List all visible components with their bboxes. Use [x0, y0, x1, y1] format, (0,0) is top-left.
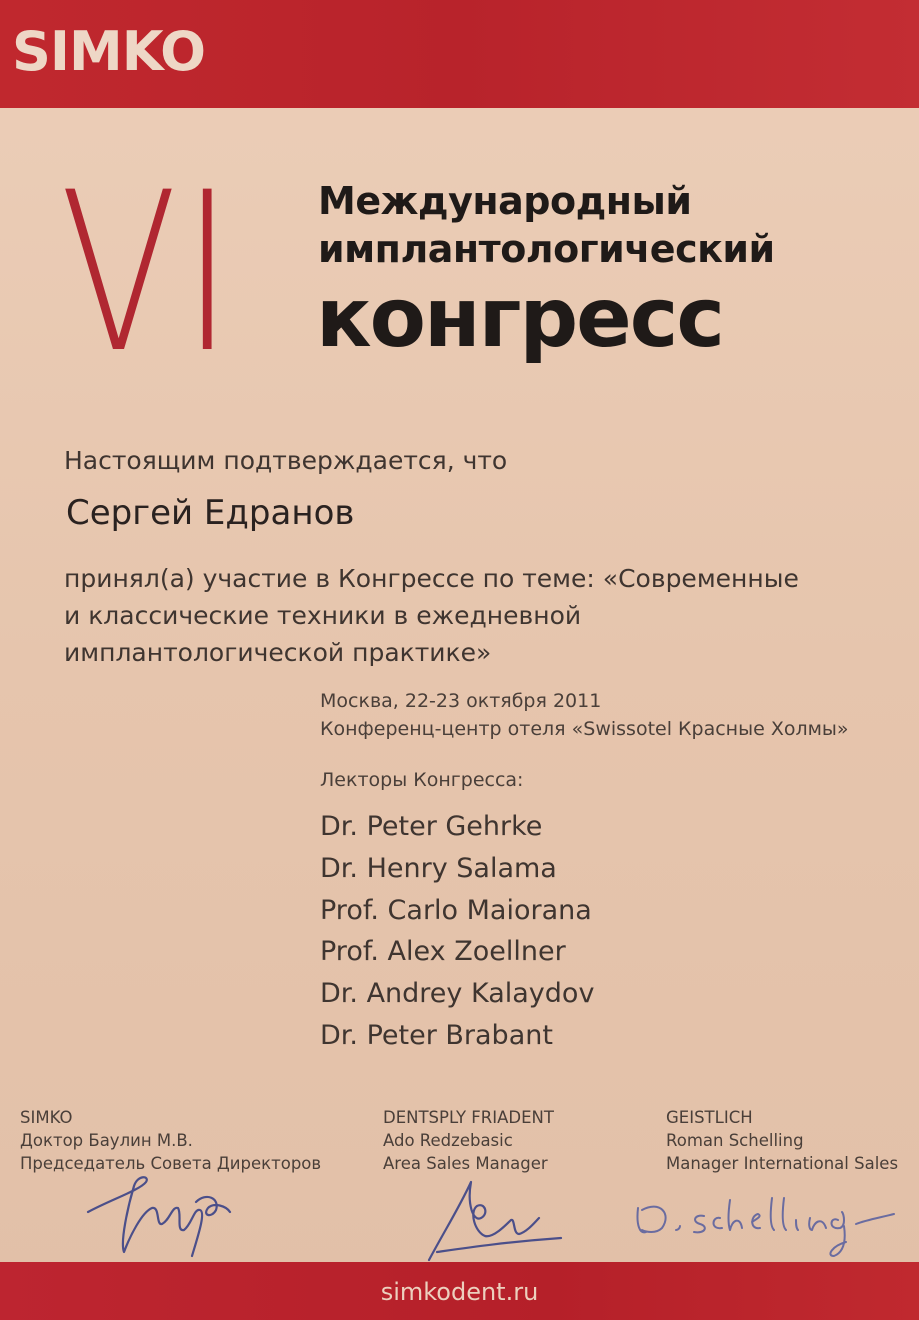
confirmation-text: Настоящим подтверждается, что [64, 446, 508, 475]
header-band [0, 0, 919, 108]
title-line-3: конгресс [316, 271, 724, 366]
signature-schelling [632, 1190, 902, 1262]
signatory-name: Доктор Баулин М.В. [20, 1131, 193, 1150]
lecturer-item: Dr. Peter Gehrke [320, 811, 543, 842]
signatory-simko [20, 1106, 321, 1175]
website-link[interactable]: simkodent.ru [380, 1278, 539, 1306]
signatory-role: Area Sales Manager [383, 1154, 548, 1173]
signatory-org: GEISTLICH [666, 1108, 753, 1127]
title-line-1: Международный [318, 179, 692, 223]
lecturers-list [320, 806, 594, 1057]
signatory-org: SIMKO [20, 1108, 73, 1127]
congress-theme [64, 560, 864, 671]
theme-line: имплантологической практике» [64, 638, 492, 667]
signatory-org: DENTSPLY FRIADENT [383, 1108, 554, 1127]
signatory-name: Roman Schelling [666, 1131, 804, 1150]
recipient-name: Сергей Едранов [66, 493, 355, 533]
congress-numeral: VI [60, 145, 238, 401]
signature-baulin [80, 1172, 240, 1262]
date-location: Москва, 22-23 октября 2011 [320, 690, 602, 712]
signatory-role: Председатель Совета Директоров [20, 1154, 322, 1173]
signatory-role: Manager International Sales [666, 1154, 899, 1173]
lecturer-item: Dr. Henry Salama [320, 852, 557, 884]
title-line-2: имплантологический [318, 227, 775, 271]
venue-info [320, 687, 849, 743]
venue-name: Конференц-центр отеля «Swissotel Красные Холмы» [320, 718, 849, 740]
lecturer-item: Dr. Peter Brabant [320, 1019, 553, 1051]
signatory-dentsply [383, 1106, 554, 1175]
theme-line: и классические техники в ежедневной [64, 601, 582, 630]
signatory-name: Ado Redzebasic [383, 1131, 513, 1150]
theme-line: принял(а) участие в Конгрессе по теме: «Современные [64, 564, 799, 593]
lecturer-item: Prof. Alex Zoellner [320, 936, 566, 968]
lecturer-item: Prof. Carlo Maiorana [320, 894, 592, 926]
signature-redzebasic [415, 1178, 565, 1266]
simko-logo: SIMKO [12, 20, 206, 83]
lecturer-item: Dr. Andrey Kalaydov [320, 978, 595, 1010]
signatory-geistlich [666, 1106, 898, 1175]
lecturers-heading: Лекторы Конгресса: [320, 769, 524, 791]
